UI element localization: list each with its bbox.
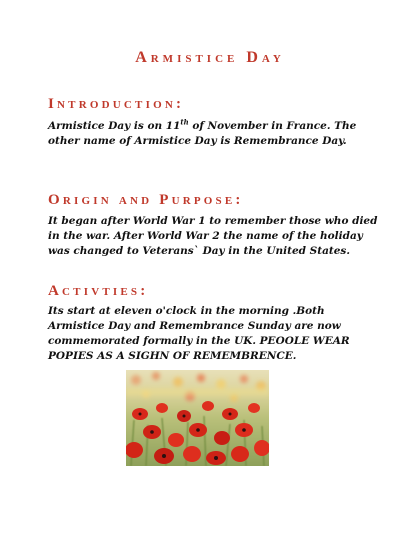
- section-heading-origin: Origin and Purpose:: [48, 192, 244, 208]
- poppy-field-photo: [126, 370, 269, 466]
- page-title: Armistice Day: [135, 49, 285, 66]
- section-text-introduction: [48, 119, 378, 149]
- intro-text-part2: of November in France. The other name of Armistice Day is Remembrance Day.: [48, 120, 357, 147]
- section-heading-activities: Activties:: [48, 283, 149, 299]
- section-heading-introduction: Introduction:: [48, 96, 185, 112]
- poppy-field-image: [126, 370, 269, 466]
- intro-text-part1: Armistice Day is on 11: [48, 120, 181, 132]
- intro-text-superscript: th: [180, 117, 189, 127]
- section-text-activities: Its start at eleven o'clock in the morning .Both Armistice Day and Remembrance Sunday are now commemorated formally in the UK. PEOOLE WEAR POPIES AS A SIGHN OF REMEMBRENCE.: [48, 305, 350, 362]
- section-text-origin: It began after World War 1 to remember those who died in the war. After World War 2 the name of the holiday was changed to Veterans` Day in the United States.: [48, 215, 378, 257]
